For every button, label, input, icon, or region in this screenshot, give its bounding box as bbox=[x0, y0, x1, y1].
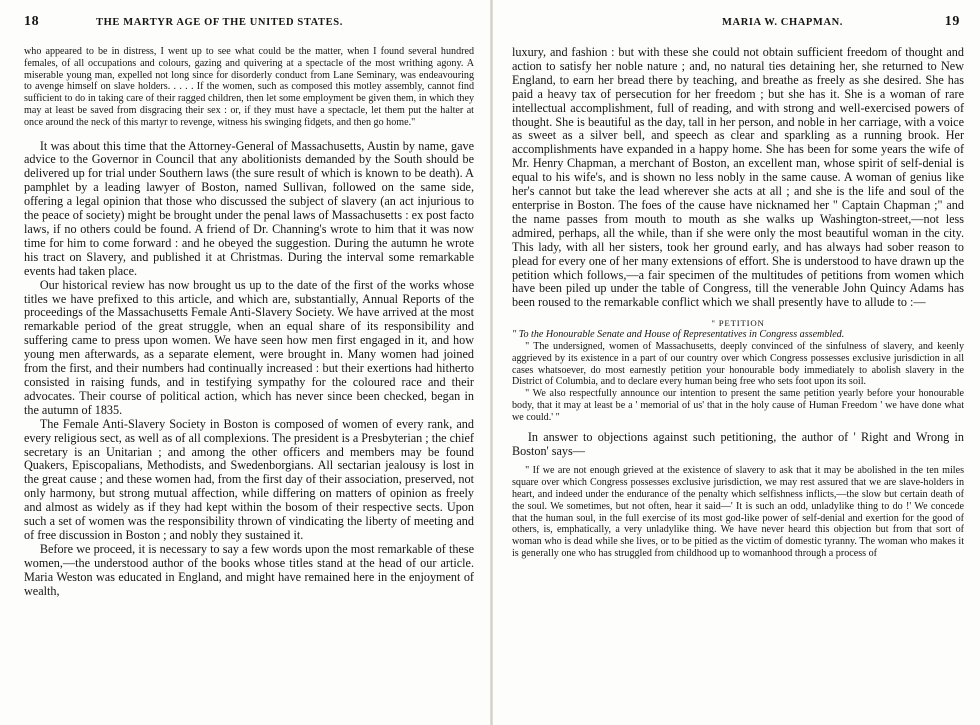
petition-title: " PETITION bbox=[711, 318, 765, 329]
paragraph-female-society: The Female Anti-Slavery Society in Boston is composed of women of every rank, and every religious sect, as well as of all complexions. The president is a Presbyterian ; the chief secretary is an Unitarian ; and among the other officers and members may be found Quakers, Episcopalians, Methodists, and Swedenborgians. All sectarian jealousy is lost in the great cause ; and these women had, from the first day of their association, preserved, not only harmony, but strong mutual affection, while differing on matters of opinion as freely and almost as widely as if they had kept within the bosom of their respective sects. Upon such a set of women was the responsibility thrown of vindicating the liberty of meeting and of free discussion in Boston ; and nobly they sustained it. bbox=[24, 416, 474, 542]
right-page-number: 19 bbox=[944, 14, 960, 29]
paragraph-objections: In answer to objections against such petitioning, the author of ' Right and Wrong in Boston' says— bbox=[512, 429, 964, 458]
petition-body-1: " The undersigned, women of Massachusetts, deeply convinced of the sinfulness of slavery, and keenly aggrieved by its existence in a part of our country over which Congress possesses exclusive jurisdiction in all cases whatsoever, do most earnestly petition your honourable body immediately to abolish slavery in the District of Columbia, and to declare every human being free who sets foot upon its soil. bbox=[512, 341, 964, 388]
right-running-head: MARIA W. CHAPMAN. bbox=[722, 17, 844, 28]
paragraph-maria-weston: Before we proceed, it is necessary to say a few words upon the most remarkable of these women,—the understood author of the books whose titles stand at the head of our article. Maria Weston was educated in England, and might have remained here in the enjoyment of wealth, bbox=[24, 541, 474, 598]
paragraph-attorney-general: It was about this time that the Attorney-General of Massachusetts, Austin by name, gave advice to the Governor in Council that any abolitionists demanded by the South should be delivered up for trial under Southern laws (the sure result of which is known to be death). A pamphlet by a leading lawyer of Boston, named Sullivan, followed on the same side, offering a legal opinion that those who discussed the subject of slavery (an act injurious to the peace of society) might be brought under the penal laws of Massachusetts : ex post facto laws, if no others could be found. A friend of Dr. Channing's wrote to him that it was now time for him to come forward : and he obeyed the suggestion. During the autumn he wrote his tract on Slavery, and published it at Christmas. During the interval some remarkable events had taken place. bbox=[24, 138, 474, 278]
quote-tail: who appeared to be in distress, I went up to see what could be the matter, when I found several hundred females, of all occupations and colours, gazing and quivering at a spectacle of the most writhing agony. A miserable young man, expelled not long since for disorderly conduct from Lane Seminary, was endeavouring to avenge himself on slave holders. . . . . If the women, such as composed this motley assembly, cannot find sufficient to do in taking care of their ragged children, then let some employment be given them, in which they may at least be saved from disgracing their sex : or, if they must have a spectacle, let them put the halter at once around the neck of this martyr to revenge, witness his swinging fidgets, and then go home." bbox=[24, 46, 474, 128]
quote-right-and-wrong: " If we are not enough grieved at the existence of slavery to ask that it may be abolished in the ten miles square over which Congress possesses exclusive jurisdiction, we may rest assured that we are slave-holders in heart, and indeed under the endurance of the penalty which selfishness inflicts,—the slow but certain death of the soul. We sometimes, but not often, hear it said—' It is such an odd, unladylike thing to do !' We concede that the human soul, in the full exercise of its most god-like power of self-denial and exertion for the good of others, is, emphatically, a very unladylike thing. We have never heard this objection but from that sort of woman who is dead while she lives, or to be pitied as the victim of domestic tyranny. The woman who makes it is generally one who has struggled from childhood up to womanhood through a process of bbox=[512, 465, 964, 559]
right-page-header bbox=[512, 14, 960, 36]
left-page-number: 18 bbox=[24, 14, 40, 29]
left-page-body bbox=[24, 46, 474, 598]
left-page-header bbox=[24, 14, 476, 36]
petition-body-2: " We also respectfully announce our intention to present the same petition yearly before your honourable body, that it may at least be a ' memorial of us' that in the holy cause of Human Freedom ' we have done what we could.' " bbox=[512, 388, 964, 423]
paragraph-historical-review: Our historical review has now brought us up to the date of the first of the works whose titles we have prefixed to this article, and which are, substantially, Annual Reports of the proceedings of the Massachusetts Female Anti-Slavery Society. We have arrived at the most remarkable period of the great struggle, when an equal share of its responsibility and suffering came to press upon women. We have seen how men first engaged in it, and how young men afterwards, as a separate element, were brought in. Many women had joined from the first, and their numbers had continually increased : but their exertions had hitherto consisted in raising funds, and in testifying sympathy for the coloured race and their advocates. Their course of political action, which has never since been checked, began in the autumn of 1835. bbox=[24, 277, 474, 417]
right-page bbox=[492, 0, 980, 725]
paragraph-chapman-portrait: luxury, and fashion : but with these she could not obtain sufficient freedom of thought and action to satisfy her noble nature ; and, no natural ties detaining her, she returned to New England, to earn her bread there by teaching, and breathe as freely as she desired. She has paid a heavy tax of persecution for her freedom ; but she has it. She is a woman of rare intellectual accomplishment, full of reading, and with strong and well-exercised powers of thought. She is beautiful as the day, tall in her person, and noble in her carriage, with a voice as sweet as a silver bell, and speech as clear and sparkling as a running brook. Her accomplishments have expanded in a happy home. She has been for some years the wife of Mr. Henry Chapman, a merchant of Boston, an excellent man, whose spirit of self-denial is equal to his wife's, and is shown no less nobly in the same cause. A woman of genius like her's cannot but take the lead wherever she acts at all ; and she is the life and soul of the enterprise in Boston. The foes of the cause have nicknamed her " Captain Chapman ;" and the name passes from mouth to mouth as she walks up Washington-street,—not less admired, perhaps, all the while, than if she were only the most beautiful woman in the city. This lady, with all her sisters, took her ground early, and has always had sober reason to plead for every one of her many extensions of effort. She is understood to have drawn up the petition which follows,—a fair specimen of the multitudes of petitions from women which have been piled up under the table of Congress, till the venerable John Quincy Adams has been roused to the remarkable conflict which we shall presently have to allude to :— bbox=[512, 45, 964, 310]
petition-address: " To the Honourable Senate and House of Representatives in Congress assembled. bbox=[512, 329, 845, 341]
right-page-body bbox=[512, 46, 964, 560]
left-running-head: THE MARTYR AGE OF THE UNITED STATES. bbox=[96, 17, 343, 28]
